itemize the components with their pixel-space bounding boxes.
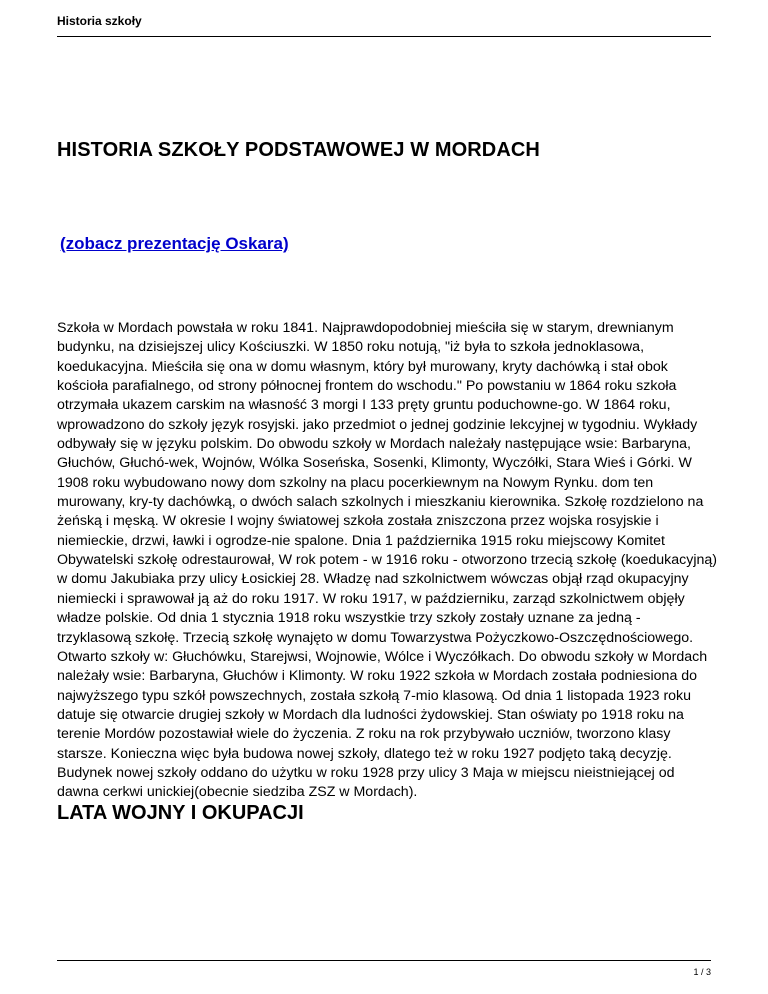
page-number: 1 / 3	[693, 967, 711, 977]
page-title: HISTORIA SZKOŁY PODSTAWOWEJ W MORDACH	[57, 139, 540, 161]
footer-divider	[57, 960, 711, 961]
header-divider	[57, 36, 711, 37]
body-paragraph: Szkoła w Mordach powstała w roku 1841. Najprawdopodobniej mieściła się w starym, drewnianym budynku, na dzisiejszej ulicy Kościuszki. W 1850 roku notują, "iż była to szkoła jednoklasowa, koedukacyjna. Mieściła się ona w domu własnym, który był murowany, kryty dachówką i stał obok kościoła parafialnego, od strony północnej frontem do wschodu." Po powstaniu w 1864 roku szkoła otrzymała ukazem carskim na własność 3 morgi I 133 pręty gruntu poduchowne-go. W 1864 roku, wprowadzono do szkoły język rosyjski. jako przedmiot o jednej godzinie lekcyjnej w tygodniu. Wykłady odbywały się w języku polskim. Do obwodu szkoły w Mordach należały następujące wsie: Barbaryna, Głuchów, Głuchó-wek, Wojnów, Wólka Soseńska, Sosenki, Klimonty, Wyczółki, Stara Wieś i Górki. W 1908 roku wybudowano nowy dom szkolny na placu pocerkiewnym na Nowym Rynku. dom ten murowany, kry-ty dachówką, o dwóch salach szkolnych i mieszkaniu kierownika. Szkołę rozdzielono na żeńską i męską. W okresie I wojny światowej szkoła została zniszczona przez wojska rosyjskie i niemieckie, drzwi, ławki i ogrodze-nie spalone. Dnia 1 października 1915 roku miejscowy Komitet Obywatelski szkołę odrestaurował, W rok potem - w 1916 roku - otworzono trzecią szkołę (koedukacyjną) w domu Jakubiaka przy ulicy Łosickiej 28. Władzę nad szkolnictwem wówczas objął rząd okupacyjny niemiecki i sprawował ją aż do roku 1917. W roku 1917, w październiku, zarząd szkolnictwem objęły władze polskie. Od dnia 1 stycznia 1918 roku wszystkie trzy szkoły zostały uznane za jedną - trzyklasową szkołę. Trzecią szkołę wynajęto w domu Towarzystwa Pożyczkowo-Oszczędnościowego. Otwarto szkoły w: Głuchówku, Starejwsi, Wojnowie, Wólce i Wyczółkach. Do obwodu szkoły w Mordach należały wsie: Barbaryna, Głuchów i Klimonty. W roku 1922 szkoła w Mordach została podniesiona do najwyższego typu szkół powszechnych, została szkołą 7-mio klasową. Od dnia 1 listopada 1923 roku datuje się otwarcie drugiej szkoły w Mordach dla ludności żydowskiej. Stan oświaty po 1918 roku na terenie Mordów pozostawiał wiele do życzenia. Z roku na rok przybywało uczniów, tworzono klasy starsze. Konieczna więc była budowa nowej szkoły, dlatego też w roku 1927 podjęto taką decyzję. Budynek nowej szkoły oddano do użytku w roku 1928 przy ulicy 3 Maja w miejscu nieistniejącej od dawna cerkwi unickiej(obecnie siedziba ZSZ w Mordach).	[57, 320, 717, 801]
section-heading: LATA WOJNY I OKUPACJI	[57, 802, 304, 824]
header-title: Historia szkoły	[57, 14, 142, 28]
presentation-link[interactable]: (zobacz prezentację Oskara)	[60, 234, 289, 253]
